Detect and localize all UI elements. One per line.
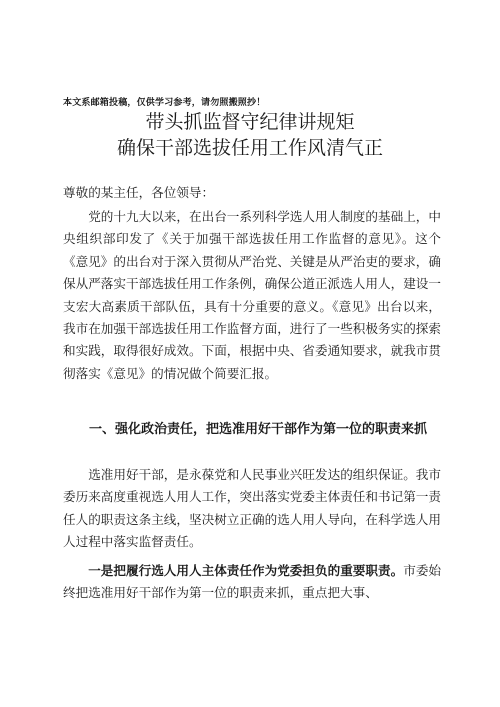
submission-notice: 本文系邮箱投稿，仅供学习参考，请勿照搬照抄！ — [63, 98, 266, 108]
paragraph-section-1: 选准用好干部，是永葆党和人民事业兴旺发达的组织保证。我市委历来高度重视选人用人工作，突出落实党委主体责任和书记第一责任人的职责这条主线，坚决树立正确的选人用人导向，在科学选人用人过程中落实监督责任。 — [63, 467, 441, 550]
document-title-line-2: 确保干部选拔任用工作风清气正 — [116, 137, 383, 159]
point-1-text: 市委始终把选准用好干部作为第一位的职责来抓，重点把大事、 — [63, 563, 442, 601]
document-title-line-1: 带头抓监督守纪律讲规矩 — [145, 111, 355, 133]
point-1-lead: 一是把履行选人用人主体责任作为党委担负的重要职责。 — [88, 563, 404, 578]
paragraph-intro: 党的十九大以来，在出台一系列科学选人用人制度的基础上，中央组织部印发了《关于加强干部选拔任用工作监督的意见》。这个《意见》的出台对于深入贯彻从严治党、关键是从严治吏的要求，确保从严落实干部选拔任用工作条例，确保公道正派选人用人，建设一支宏大高素质干部队伍，具有十分重要的意义。《意见》出台以来，我市在加强干部选拔任用工作监督方面，进行了一些积极务实的探索和实践，取得很好成效。下面，根据中央、省委通知要求，就我市贯彻落实《意见》的情况做个简要汇报。 — [63, 209, 441, 381]
paragraph-point-1 — [63, 560, 441, 605]
salutation: 尊敬的某主任，各位领导： — [63, 185, 215, 200]
section-heading-1: 一、强化政治责任，把选准用好干部作为第一位的职责来抓 — [89, 422, 428, 437]
